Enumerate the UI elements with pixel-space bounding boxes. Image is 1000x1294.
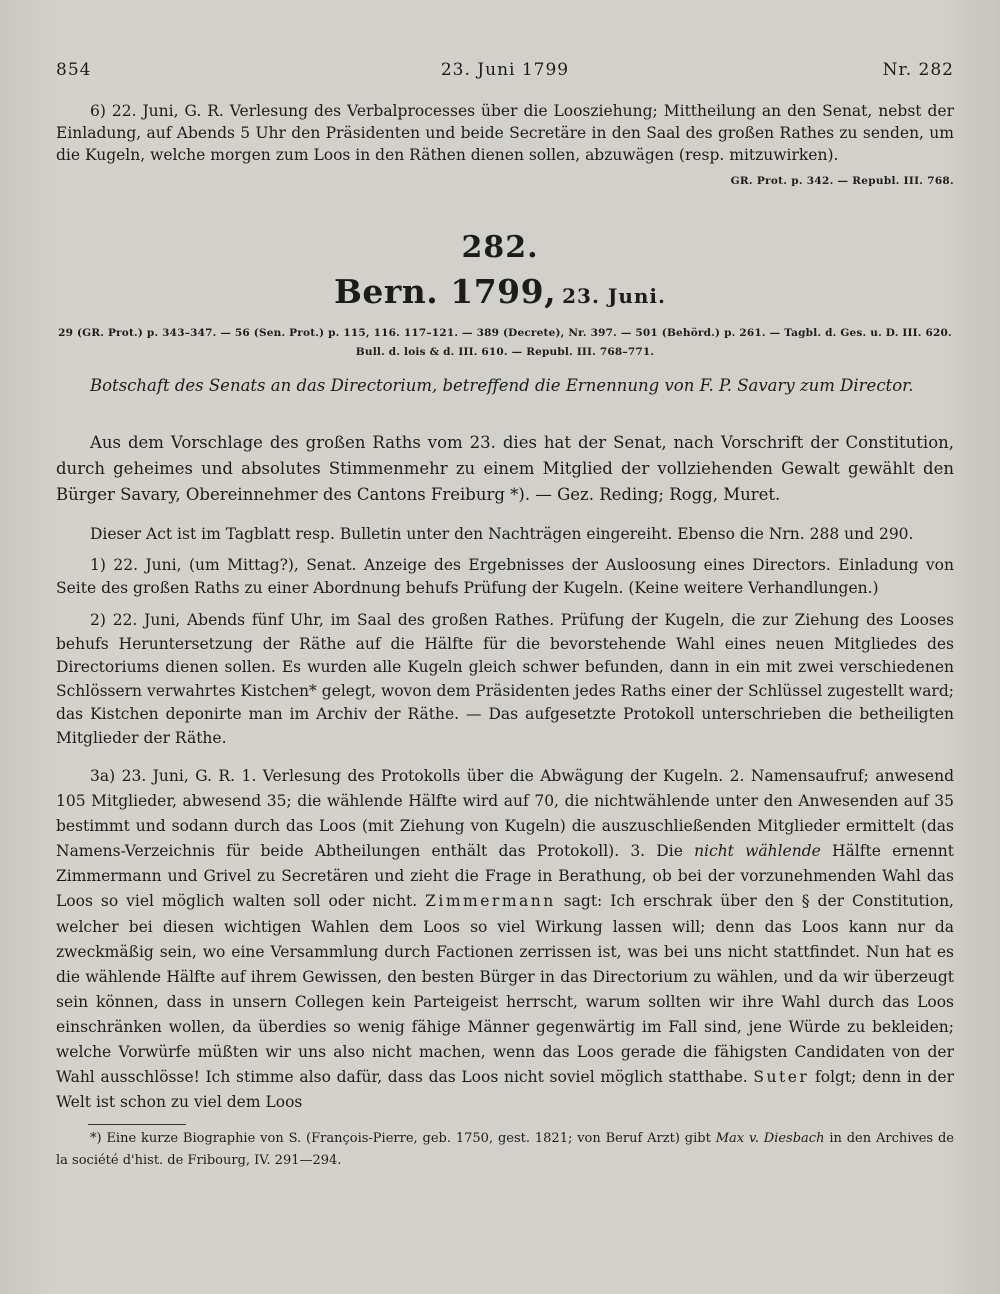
note-3a-part-a: 3a) 23. Juni, G. R. 1. Verlesung des Protokolls über die Abwägung der Kugeln. 2. Namensaufruf; anwesend 105 Mitglieder, abwesend 35; die wählende Hälfte wird auf 70, die nichtwählende unter den Anwesenden auf 35 bestimmt und sodann durch das Loos (mit Ziehung von Kugeln) die auszuschließenden Mitglieder ermittelt (das Namens-Verzeichnis für beide Abtheilungen enthält das Protokoll). 3. Die [56,767,954,861]
footnote-part-c: in den Archives de la société d'hist. de Fribourg, IV. 291—294. [56,1131,954,1168]
note-1: 1) 22. Juni, (um Mittag?), Senat. Anzeige des Ergebnisses der Ausloosung eines Directors. Einladung von Seite des großen Raths zu einer Abordnung behufs Prüfung der Kugeln. (Keine weitere Verhandlungen.) [56,556,954,597]
header-date: 23. Juni 1799 [440,60,570,80]
previous-item-text: 6) 22. Juni, G. R. Verlesung des Verbalprocesses über die Looszіehung; Mittheilung an den Senat, nebst der Einladung, auf Abends 5 Uhr den Präsidenten und beide Secretäre in den Saal des großen Rathes zu senden, um die Kugeln, welche morgen zum Loos in den Räthen dienen sollen, abzuwägen (resp. mitzuwirken). [56,102,954,164]
note-3a-part-c: Hälfte ernennt Zimmermann und Grivel zu Secretären und zieht die Frage in Berathung, ob bei der vorzunehmenden Wahl das Loos so viel möglich walten soll oder nicht. [56,842,954,911]
entry-body: Aus dem Vorschlage des großen Raths vom 23. dies hat der Senat, nach Vorschrift der Constitution, durch geheimes und absolutes Stimmenmehr zu einem Mitglied der vollziehenden Gewalt gewählt den Bürger Savary, Obereinnehmer des Cantons Freiburg *). — Gez. Reding; Rogg, Muret. [56,433,954,504]
speaker-suter: Suter [753,1068,810,1087]
entry-date: 23. Juni. [562,284,666,308]
footnote [56,1128,954,1172]
source-references [56,324,954,362]
entry-number: 282. [461,230,539,265]
speaker-zimmermann: Zimmermann [425,892,556,911]
source-references-line-1: 29 (GR. Prot.) p. 343–347. — 56 (Sen. Prot.) p. 115, 116. 117–121. — 389 (Decrete), Nr. 397. — 501 (Behörd.) p. 261. — Tagbl. d. Ges. u. D. III. 620. [58,327,952,339]
page-number: 854 [56,60,92,80]
entry-subtitle: Botschaft des Senats an das Directorium, betreffend die Ernennung von F. P. Savary zum Director. [90,376,914,395]
footnote-author: Max v. Diesbach [715,1131,825,1146]
entry-place-year: Bern. 1799, [334,272,557,311]
entry-dateline [0,272,1000,311]
footnote-divider [88,1124,186,1125]
running-header [56,60,954,86]
note-2: 2) 22. Juni, Abends fünf Uhr, im Saal des großen Rathes. Prüfung der Kugeln, die zur Ziehung des Looses behufs Heruntersetzung der Räthe auf die Hälfte für die bevorstehende Wahl eines neuen Mitgliedes des Directoriums dienen sollen. Es wurden alle Kugeln gleich schwer befunden, dann in ein mit zwei verschiedenen Schlössern verwahrtes Kistchen* gelegt, wovon dem Präsidenten jedes Raths einer der Schlüssel zugestellt ward; das Kistchen deponirte man im Archiv der Räthe. — Das aufgesetzte Protokoll unterschrieben die betheiligten Mitglieder der Räthe. [56,611,954,747]
footnote-part-a: *) Eine kurze Biographie von S. (François-Pierre, geb. 1750, gest. 1821; von Beruf Arzt) gibt [90,1131,716,1146]
previous-item-reference: GR. Prot. p. 342. — Republ. III. 768. [730,175,954,187]
note-3a [56,764,954,1115]
header-doc-number: Nr. 282 [882,60,954,80]
note-3a-emphasis-nicht-waehlende: nicht wählende [694,842,821,861]
previous-item-paragraph [56,100,954,192]
note-3a-part-e: sagt: Ich erschrak über den § der Constitution, welcher bei diesen wichtigen Wahlen dem Loos so viel Wirkung lassen will; denn das Loos kann nur da zweckmäßig sein, wo eine Versammlung durch Factionen zerrissen ist, was bei uns nicht stattfindet. Nun hat es die wählende Hälfte auf ihrem Gewissen, den besten Bürger in das Directorium zu wählen, und da wir überzeugt sein können, dass in unsern Collegen kein Parteigeist herrscht, warum sollten wir ihre Wahl durch das Loos einschränken wollen, da überdies so wenig fähige Männer gegenwärtig im Fall sind, jene Würde zu bekleiden; welche Vorwürfe müßten wir uns also nicht machen, wenn das Loos gerade die fähigsten Candidaten von der Wahl ausschlösse! Ich stimme also dafür, dass das Loos nicht soviel möglich statthabe. [56,892,954,1087]
source-references-line-2: Bull. d. lois & d. III. 610. — Republ. III. 768–771. [355,346,655,358]
note-nachtraege: Dieser Act ist im Tagblatt resp. Bulletin unter den Nachträgen eingereiht. Ebenso die Nrn. 288 und 290. [90,525,914,543]
note-3a-part-g: folgt; denn in der Welt ist schon zu viel dem Loos [56,1068,954,1112]
